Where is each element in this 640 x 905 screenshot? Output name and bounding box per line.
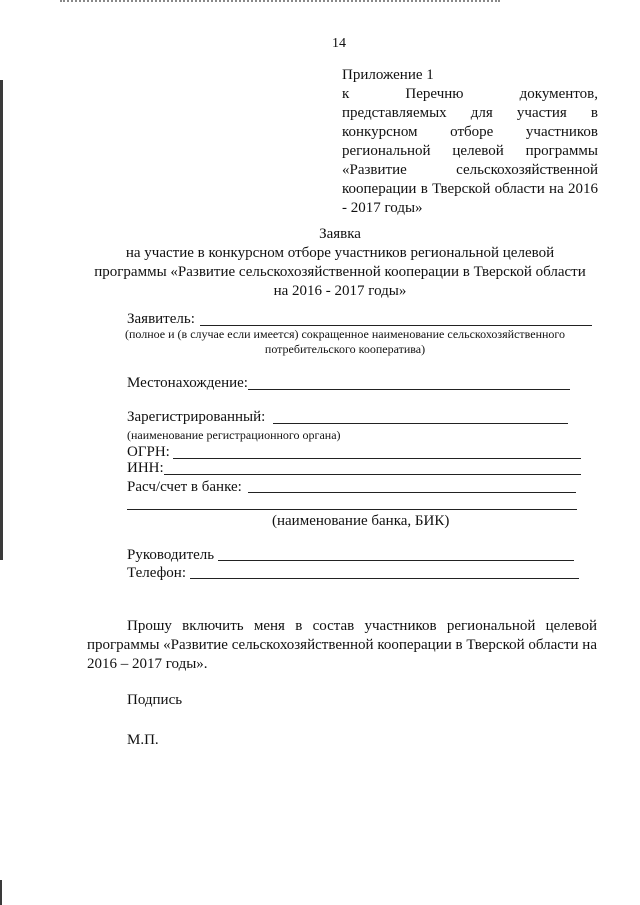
title-heading: Заявка [319,226,361,242]
ogrn-label: ОГРН: [127,444,170,460]
applicant-note: (полное и (в случае если имеется) сокращенное наименование сельскохозяйственного потребительского кооператива) [124,327,566,356]
signature-label: Подпись [127,692,183,708]
applicant-label: Заявитель: [127,311,195,327]
stamp-label: М.П. [127,732,159,748]
bank-field[interactable] [127,509,577,510]
inn-field[interactable] [164,474,581,475]
scan-edge-bottom [0,880,2,905]
scan-edge-left [0,80,3,560]
ogrn-field[interactable] [173,458,581,459]
phone-label: Телефон: [127,565,186,581]
appendix-title: Приложение 1 [342,67,434,83]
head-field[interactable] [218,560,574,561]
registered-field[interactable] [273,423,568,424]
title-line-3: программы «Развитие сельскохозяйственной кооперации в Тверской области [94,264,586,280]
phone-field[interactable] [190,578,579,579]
appendix-header [342,66,598,218]
inn-label: ИНН: [127,460,164,476]
request-paragraph: Прошу включить меня в состав участников региональной целевой программы «Развитие сельскохозяйственной кооперации в Тверской области на 2016 – 2017 годы». [87,618,597,672]
location-field[interactable] [248,389,570,390]
registered-note: (наименование регистрационного органа) [127,428,341,442]
location-label: Местонахождение: [127,375,248,391]
account-label: Расч/счет в банке: [127,479,242,495]
title-line-2: на участие в конкурсном отборе участников региональной целевой [125,245,555,261]
appendix-body: к Перечню документов, представляемых для участия в конкурсном отборе участников региональной целевой программы «Развитие сельскохозяйственной кооперации в Тверской области на 2016 - 2017 годы» [342,86,598,216]
applicant-field[interactable] [200,325,592,326]
account-field[interactable] [248,492,576,493]
head-label: Руководитель [127,547,215,563]
scan-artifact-top [60,0,500,5]
registered-label: Зарегистрированный: [127,409,266,425]
title-line-4: на 2016 - 2017 годы» [273,283,407,299]
bank-note: (наименование банка, БИК) [272,513,450,529]
page-number: 14 [332,36,346,51]
application-title [60,225,620,301]
